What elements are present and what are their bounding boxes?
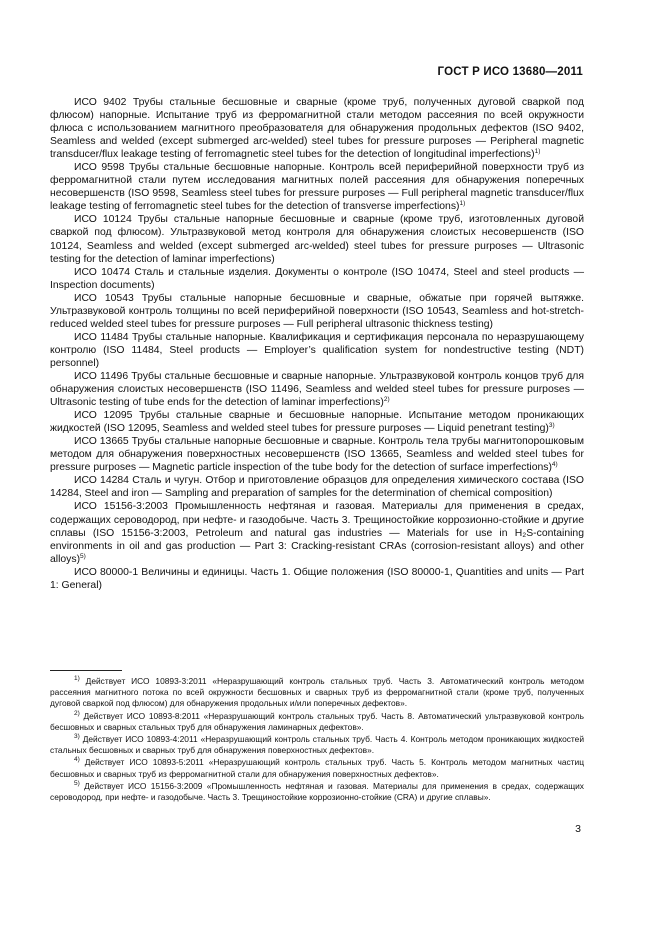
footnote-mark: 5) xyxy=(74,779,80,787)
footnote: $^{3)}$ Действует ИСО 10893-4:2011 «Неразрушающий контроль стальных труб. Часть 4. Контроль методом проникающих жидкостей стальных бесшовных и сварных труб для обнаружения поверхностных дефектов». xyxy=(50,733,585,756)
footnote-mark: 1) xyxy=(74,675,80,682)
footnote-marker: 4) xyxy=(551,461,558,469)
footnote-mark: 3) xyxy=(74,733,80,741)
reference-item: ИСО 14284 Сталь и чугун. Отбор и приготовление образцов для определения химического состава (ISO 14284, Steel and iron — Sampling and preparation of samples for the determination of chemical composition) xyxy=(50,475,584,500)
reference-item: ИСО 15156-3:2003 Промышленность нефтяная и газовая. Материалы для применения в средах, содержащих сероводород, при нефте- и газодобыче. Часть 3. Трещиностойкие коррозионно-стойкие и другие сплавы (ISO 15156-3:2003, Petroleum and natural gas industries — Materials for use in H₂S-containing environments in oil and gas production — Part 3: Cracking-resistant CRAs (corrosion-resistant alloys) and other alloys)$^{5)}$ xyxy=(50,501,584,565)
normative-references xyxy=(50,96,584,592)
reference-item: ИСО 9598 Трубы стальные бесшовные напорные. Контроль всей периферийной поверхности труб из ферромагнитной стали путем исследования магнитных полей рассеяния для обнаружения поперечных несовершенств (ISO 9598, Seamless steel tubes for pressure purposes — Full peripheral magnetic transducer/flux leakage testing of ferromagnetic steel tubes for the detection of transverse imperfections)$^{1)}$ xyxy=(50,162,584,213)
footnote-marker: 5) xyxy=(80,552,86,560)
reference-item: ИСО 11496 Трубы стальные бесшовные и сварные напорные. Ультразвуковой контроль концов труб для обнаружения слоистых несовершенств (ISO 11496, Seamless and welded steel tubes for pressure purposes — Ultrasonic testing of tube ends for the detection of laminar imperfections)$^{2)}$ xyxy=(50,370,584,409)
reference-item: ИСО 13665 Трубы стальные напорные бесшовные и сварные. Контроль тела трубы магнитопорошковым методом для обнаружения поверхностных несовершенств (ISO 13665, Seamless and welded steel tubes for pressure purposes — Magnetic particle inspection of the tube body for the detection of surface imperfections)$^{4)}$ xyxy=(50,436,584,474)
page-number: 3 xyxy=(575,823,581,835)
footnote: $^{1)}$ Действует ИСО 10893-3:2011 «Неразрушающий контроль стальных труб. Часть 3. Автоматический контроль методом рассеяния магнитного потока по всей окружности бесшовных и сварных труб из ферромагнитной стали (кроме труб, полученных дуговой сваркой под флюсом) для обнаружения продольных и/или поперечных дефектов». xyxy=(50,675,585,709)
footnote-mark: 4) xyxy=(74,756,80,764)
footnote-divider xyxy=(50,670,122,671)
footnote-marker: 1) xyxy=(459,200,466,208)
footnote-mark: 2) xyxy=(74,709,80,717)
reference-item: ИСО 9402 Трубы стальные бесшовные и сварные (кроме труб, полученных дуговой сваркой под флюсом) напорные. Испытание труб из ферромагнитной стали методом рассеяния по всей окружности флюса с использованием магнитного преобразователя для обнаружения продольных дефектов (ISO 9402, Seamless and welded (except submerged arc-welded) steel tubes for pressure purposes — Peripheral magnetic transducer/flux leakage testing of ferromagnetic steel tubes for the detection of longitudinal imperfections)$^{1)}$ xyxy=(50,97,584,161)
footnote-marker: 2) xyxy=(383,396,390,404)
footnotes xyxy=(50,676,584,804)
footnote-marker: 3) xyxy=(548,422,555,430)
footnote-marker: 1) xyxy=(534,148,541,156)
document-header: ГОСТ Р ИСО 13680—2011 xyxy=(437,66,583,78)
reference-item: ИСО 10543 Трубы стальные напорные бесшовные и сварные, обжатые при горячей вытяжке. Ультразвуковой контроль толщины по всей периферийной поверхности (ISO 10543, Seamless and hot-stretch-reduced welded steel tubes for pressure purposes — Full peripheral ultrasonic thickness testing) xyxy=(50,292,584,330)
footnote: $^{4)}$ Действует ИСО 10893-5:2011 «Неразрушающий контроль стальных труб. Часть 5. Контроль методом магнитных частиц бесшовных и сварных труб из ферромагнитной стали для обнаружения поверхностных дефектов». xyxy=(50,756,584,779)
footnote: $^{5)}$ Действует ИСО 15156-3:2009 «Промышленность нефтяная и газовая. Материалы для применения в средах, содержащих сероводород, при нефте- и газодобыче. Часть 3. Трещиностойкие коррозионно-стойкие (CRA) и другие сплавы». xyxy=(50,779,584,803)
footnote: $^{2)}$ Действует ИСО 10893-8:2011 «Неразрушающий контроль стальных труб. Часть 8. Автоматический ультразвуковой контроль бесшовных и сварных стальных труб для обнаружения ламинарных дефектов». xyxy=(50,709,584,732)
reference-item: ИСО 80000-1 Величины и единицы. Часть 1. Общие положения (ISO 80000-1, Quantities and units — Part 1: General) xyxy=(50,566,584,591)
reference-item: ИСО 10124 Трубы стальные напорные бесшовные и сварные (кроме труб, изготовленных дуговой сваркой под флюсом). Ультразвуковой метод контроля для обнаружения слоистых несовершенств (ISO 10124, Seamless and welded (except submerged arc-welded) steel tubes for pressure purposes — Ultrasonic testing for the detection of laminar imperfections) xyxy=(50,214,584,265)
reference-item: ИСО 11484 Трубы стальные напорные. Квалификация и сертификация персонала по неразрушающему контролю (ISO 11484, Steel products — Employer’s qualification system for nondestructive testing (NDT) personnel) xyxy=(50,331,584,369)
reference-item: ИСО 10474 Сталь и стальные изделия. Документы о контроле (ISO 10474, Steel and steel products — Inspection documents) xyxy=(50,266,584,291)
reference-item: ИСО 12095 Трубы стальные сварные и бесшовные напорные. Испытание методом проникающих жидкостей (ISO 12095, Seamless and welded steel tubes for pressure purposes — Liquid penetrant testing)$^{3)}$ xyxy=(50,410,584,435)
